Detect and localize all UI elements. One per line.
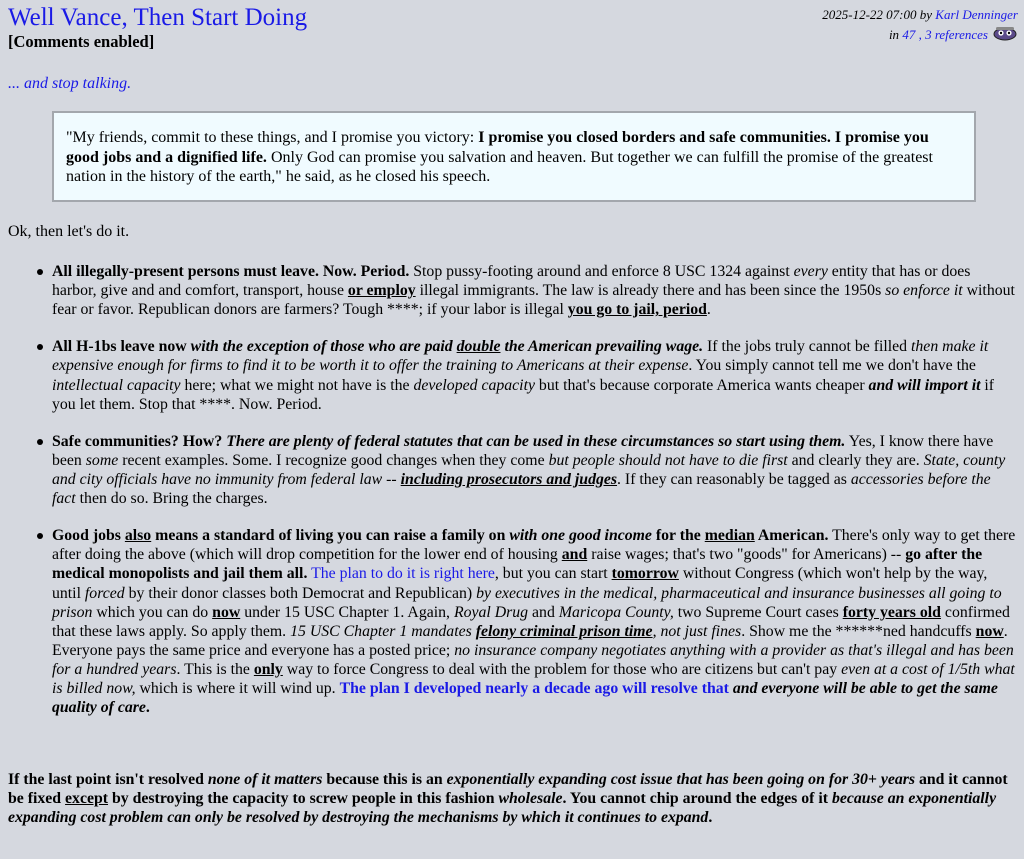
text-run: . <box>145 699 150 717</box>
text-run: so enforce it <box>885 282 963 300</box>
text-run: even at a cost of 1/5th what is billed now, <box>52 660 1015 698</box>
text-run: but that's because corporate America wants cheaper <box>534 376 869 394</box>
text-run <box>869 377 981 394</box>
text-run: intellectual capacity <box>52 376 181 394</box>
text-run: All illegally-present persons must leave. Now. Period. <box>52 263 410 280</box>
article-subtitle: ... and stop talking. <box>8 75 132 92</box>
text-run: with one good income <box>509 527 652 545</box>
text-run: with the exception of those who are paid <box>190 338 457 356</box>
text-run: you go to jail, period <box>567 301 707 319</box>
text-run: American. <box>754 527 829 545</box>
text-run: also <box>124 527 152 545</box>
text-run: some <box>85 451 119 469</box>
text-run: . This is the <box>176 660 254 678</box>
text-run: forty years old <box>842 603 941 621</box>
text-run: If the last point isn't resolved <box>8 771 208 788</box>
text-run: State, county and city officials have no immunity from federal law -- <box>52 451 1006 488</box>
text-run: There's only way to get there after doing the above (which will drop competition for the lower end of housing <box>52 527 1016 564</box>
text-run: . You simply cannot tell me we don't have the <box>688 357 976 375</box>
list-item-good-jobs <box>52 526 1016 717</box>
text-run: , but you can start <box>494 565 612 583</box>
text-run: 15 USC Chapter 1 mandates <box>290 622 476 640</box>
text-run: because an exponentially expanding cost problem can only be resolved by destroying the mechanisms by which it continues to expand <box>8 789 997 826</box>
text-run: Only God can promise you salvation and heaven. But together we can fulfill the promise of the greatest nation in the history of the earth," he said, as he closed his speech. <box>66 148 933 186</box>
text-run: here; what we might not have is the <box>180 376 414 394</box>
text-run: wholesale <box>498 789 563 807</box>
text-run: exponentially expanding cost issue that has been going on for 30+ years <box>446 771 916 788</box>
text-run: for the <box>651 527 705 545</box>
text-run: illegal immigrants. The law is already there and has been since the 1950s <box>415 282 886 300</box>
text-run: and will import it <box>868 376 981 394</box>
intro-line: Ok, then let's do it. <box>8 223 130 240</box>
text-run: recent examples. Some. I recognize good changes when they come <box>118 451 549 469</box>
text-run: without fear or favor. Republican donors are farmers? Tough ****; if your labor is illegal <box>52 282 1015 319</box>
text-run: by destroying the capacity to screw people in this fashion <box>108 789 499 807</box>
text-run: Royal Drug <box>453 603 529 621</box>
meta-line-2 <box>822 25 1018 47</box>
text-run <box>191 338 703 355</box>
text-run: or employ <box>347 282 416 300</box>
text-run: but people should not have to die first <box>548 451 788 469</box>
text-run: then make it expensive enough for firms to find it to be worth it to offer the training to Americans at their expense <box>52 338 989 375</box>
text-run: by <box>916 7 936 22</box>
meta-line-1 <box>822 5 1018 25</box>
quote-box <box>52 111 976 202</box>
text-run: tomorrow <box>611 565 679 583</box>
text-run: Maricopa County, <box>558 603 674 621</box>
comments-status: [Comments enabled] <box>8 32 155 51</box>
text-run: double <box>456 338 501 356</box>
text-run: felony criminal prison time <box>475 622 653 640</box>
text-run: . If they can reasonably be tagged as <box>617 470 851 488</box>
text-run: only <box>253 660 283 678</box>
text-run: , not just fines <box>652 622 742 640</box>
list-item-h1b <box>52 337 1016 413</box>
text-run: Stop pussy-footing around and enforce 8 USC 1324 against <box>409 263 794 280</box>
text-run: now <box>975 622 1004 640</box>
text-run: and <box>528 603 559 621</box>
article-date: 2025-12-22 07:00 <box>822 7 917 22</box>
text-run: median <box>704 527 755 545</box>
plan-link[interactable]: The plan to do it is right here <box>311 565 495 583</box>
text-run: means a standard of living you can raise a family on <box>151 527 510 545</box>
text-run: because this is an <box>322 771 447 788</box>
text-run: none of it matters <box>207 771 323 788</box>
text-run: . <box>708 808 713 826</box>
text-run: accessories before the fact <box>52 470 991 508</box>
text-run: Yes, I know there have been <box>52 432 994 469</box>
plan-decade-link[interactable]: The plan I developed nearly a decade ago will resolve that <box>339 680 729 698</box>
text-run: There are plenty of federal statutes that can be used in these circumstances so start using them. <box>226 432 846 450</box>
text-run: . Show me the ******ned handcuffs <box>741 622 976 640</box>
text-run: except <box>65 789 109 807</box>
text-run: raise wages; that's two "goods" for Americans) -- <box>587 546 906 564</box>
text-run: the American prevailing wage. <box>500 338 704 356</box>
text-run: go after the medical monopolists and jail them all. <box>52 546 983 583</box>
text-run: no insurance company negotiates anything with a provider as that's illegal and has been for a hundred years <box>52 641 1014 678</box>
text-run: . You cannot chip around the edges of it <box>562 789 832 807</box>
text-run: "My friends, commit to these things, and I promise you victory: <box>66 129 479 146</box>
text-run <box>476 623 653 640</box>
text-run: then do so. Bring the charges. <box>75 490 268 508</box>
text-run: including prosecutors and judges <box>400 470 618 488</box>
category-link[interactable]: 47 <box>902 27 916 43</box>
text-run: and everyone will be able to get the same quality of care <box>52 680 998 717</box>
text-run: and it cannot be fixed <box>8 771 1008 807</box>
text-run: two Supreme Court cases <box>673 603 843 621</box>
text-run: forced <box>84 584 125 602</box>
text-run: Good jobs <box>52 527 125 545</box>
text-run: Safe communities? How? <box>52 432 223 450</box>
text-run: . <box>706 301 711 319</box>
text-run: under 15 USC Chapter 1. Again, <box>240 603 454 621</box>
article-meta <box>822 5 1018 47</box>
list-item-safe-communities <box>52 432 1016 508</box>
text-run: . Everyone pays the same price and everyone has a posted price; <box>52 622 1008 659</box>
author-link[interactable]: Karl Denninger <box>935 7 1018 22</box>
text-run: way to force Congress to deal with the problem for those who are citizens but can't pay <box>282 660 842 678</box>
text-run: and clearly they are. <box>787 451 924 469</box>
text-run: in <box>888 27 903 43</box>
avatar-icon[interactable] <box>992 25 1018 47</box>
text-run: developed capacity <box>413 376 535 394</box>
text-run: which you can do <box>92 603 213 621</box>
text-run: All H-1bs leave now <box>52 338 191 356</box>
text-run: every <box>793 263 828 280</box>
text-run <box>509 527 652 544</box>
text-run: If the jobs truly cannot be filled <box>703 338 912 356</box>
bullet-list <box>0 262 1016 717</box>
list-item-leave <box>52 262 1016 319</box>
text-run: entity that has or does harbor, give and and comfort, transport, house <box>52 263 971 300</box>
text-run <box>226 433 845 450</box>
text-run: which is where it will wind up. <box>135 680 340 698</box>
article-title: Well Vance, Then Start Doing <box>8 4 308 31</box>
references-link[interactable]: , 3 references <box>915 27 988 43</box>
text-run: without Congress (which won't help by the way, until <box>52 565 988 602</box>
text-run: I promise you closed borders and safe communities. I promise you good jobs and a dignified life. <box>66 129 929 166</box>
text-run: and <box>561 546 588 564</box>
text-run: confirmed that these laws apply. So apply them. <box>52 603 1010 640</box>
text-run: now <box>212 603 241 621</box>
text-run: by executives in the medical, pharmaceutical and insurance businesses all going to prison <box>52 584 1002 621</box>
text-run: if you let them. Stop that ****. Now. Period. <box>52 376 995 413</box>
text-run <box>401 471 617 488</box>
closing-paragraph <box>8 771 1016 828</box>
text-run: by their donor classes both Democrat and Republican) <box>124 584 477 602</box>
